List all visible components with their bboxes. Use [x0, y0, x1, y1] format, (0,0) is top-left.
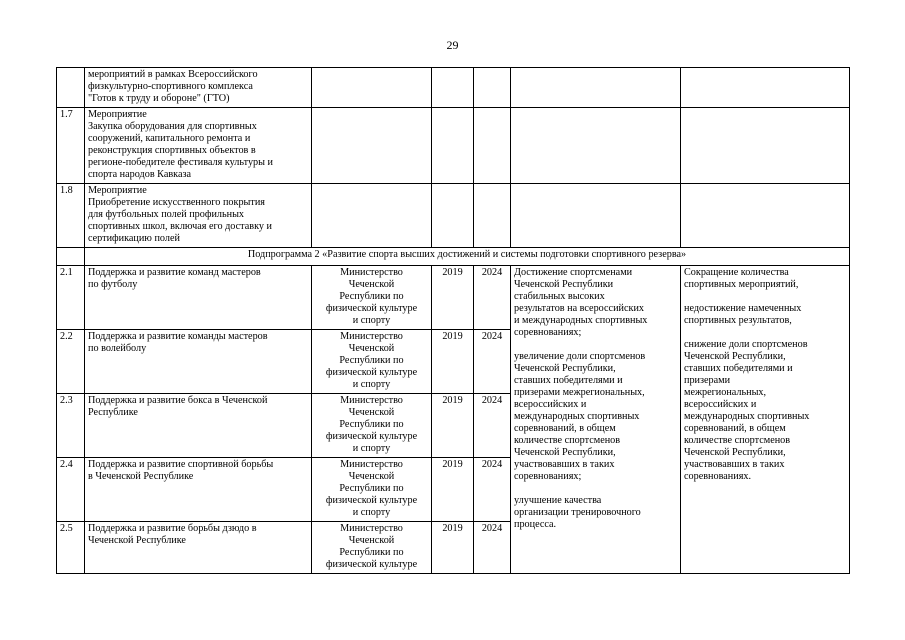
start-year-cell: 2019: [432, 458, 474, 522]
activity-name: Поддержка и развитие бокса в Чеченской Республике: [85, 394, 312, 458]
end-year-cell: 2024: [474, 458, 511, 522]
expected-result-text: Достижение спортсменами Чеченской Республики стабильных высоких результатов на всероссийских и международных спортивных соревнованиях; увеличение доли спортсменов Чеченской Республики, ставших победителями и призерами межрегиональных, всероссийских и международных спортивных соревнований, в общем количестве спортсменов Чеченской Республики, участвовавших в таких соревнованиях; улучшение качества организации тренировочного процесса.: [514, 267, 648, 530]
page-number: 29: [446, 38, 459, 52]
start-year-cell: 2019: [432, 522, 474, 574]
executor-cell: [312, 184, 432, 248]
end-year-cell: [474, 108, 511, 184]
end-year-cell: [474, 184, 511, 248]
start-year-cell: [432, 184, 474, 248]
activity-name: Мероприятие Приобретение искусственного покрытия для футбольных полей профильных спортивных школ, включая его доставку и сертификацию полей: [85, 184, 312, 248]
activity-name: Поддержка и развитие спортивной борьбы в Чеченской Республике: [85, 458, 312, 522]
row-number: 2.1: [57, 266, 85, 330]
table-row: [57, 266, 850, 330]
consequences-cell: [681, 266, 850, 574]
consequences-cell: [681, 68, 850, 108]
start-year-cell: [432, 68, 474, 108]
expected-result-cell: [511, 68, 681, 108]
row-number: 1.8: [57, 184, 85, 248]
row-number: 2.2: [57, 330, 85, 394]
expected-result-cell: [511, 108, 681, 184]
activity-name: Поддержка и развитие борьбы дзюдо в Чеченской Республике: [85, 522, 312, 574]
end-year-cell: 2024: [474, 330, 511, 394]
consequences-text: Сокращение количества спортивных мероприятий, недостижение намеченных спортивных результатов, снижение доли спортсменов Чеченской Республики, ставших победителями и призерами межрегиональных, всероссийских и международных спортивных соревнований, в общем количестве спортсменов Чеченской Республики, участвовавших в таких соревнованиях.: [684, 267, 810, 482]
row-number: 2.5: [57, 522, 85, 574]
table-row: [57, 108, 850, 184]
row-number: 1.7: [57, 108, 85, 184]
activity-name: Поддержка и развитие команд мастеров по футболу: [85, 266, 312, 330]
program-activities-table: [56, 67, 850, 574]
row-number: [57, 248, 85, 266]
table-row: [57, 68, 850, 108]
subprogram-title: Подпрограмма 2 «Развитие спорта высших достижений и системы подготовки спортивного резерва»: [85, 248, 850, 266]
executor-cell: [312, 68, 432, 108]
executor-cell: Министерство Чеченской Республики по физической культуре и спорту: [312, 394, 432, 458]
executor-cell: Министерство Чеченской Республики по физической культуре и спорту: [312, 266, 432, 330]
activity-name: Мероприятие Закупка оборудования для спортивных сооружений, капитального ремонта и реконструкция спортивных объектов в регионе-победителе фестиваля культуры и спорта народов Кавказа: [85, 108, 312, 184]
end-year-cell: [474, 68, 511, 108]
expected-result-cell: [511, 266, 681, 574]
row-number: [57, 68, 85, 108]
row-number: 2.4: [57, 458, 85, 522]
executor-cell: Министерство Чеченской Республики по физической культуре: [312, 522, 432, 574]
end-year-cell: 2024: [474, 266, 511, 330]
end-year-cell: 2024: [474, 394, 511, 458]
executor-cell: Министерство Чеченской Республики по физической культуре и спорту: [312, 458, 432, 522]
row-number: 2.3: [57, 394, 85, 458]
activity-name: мероприятий в рамках Всероссийского физкультурно-спортивного комплекса "Готов к труду и обороне" (ГТО): [85, 68, 312, 108]
start-year-cell: 2019: [432, 330, 474, 394]
table-row: [57, 184, 850, 248]
consequences-cell: [681, 184, 850, 248]
end-year-cell: 2024: [474, 522, 511, 574]
consequences-cell: [681, 108, 850, 184]
start-year-cell: [432, 108, 474, 184]
activity-name: Поддержка и развитие команды мастеров по волейболу: [85, 330, 312, 394]
subprogram-row: [57, 248, 850, 266]
start-year-cell: 2019: [432, 394, 474, 458]
executor-cell: [312, 108, 432, 184]
executor-cell: Министерство Чеченской Республики по физической культуре и спорту: [312, 330, 432, 394]
start-year-cell: 2019: [432, 266, 474, 330]
expected-result-cell: [511, 184, 681, 248]
